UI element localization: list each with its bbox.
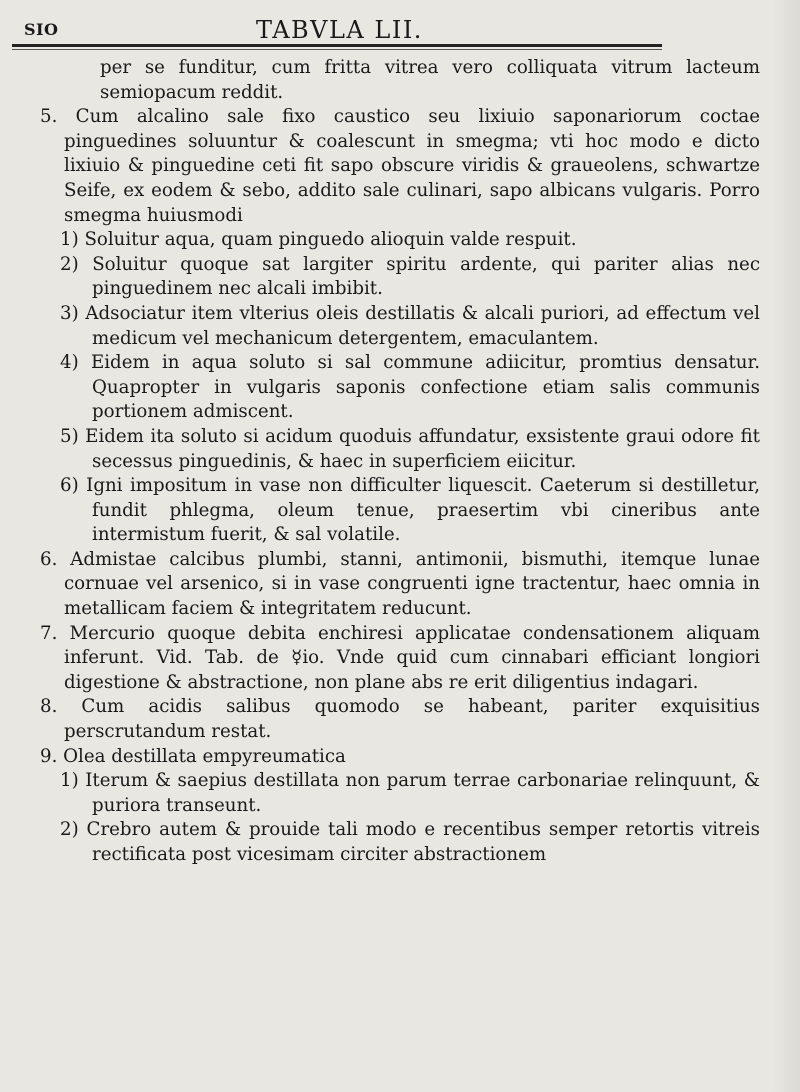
page-number: SIO (24, 20, 59, 39)
page-body (40, 56, 760, 868)
sub-item: 6) Igni impositum in vase non difficulter liquescit. Caeterum si destilletur, fundit phlegma, oleum tenue, praesertim vbi cineribus ante intermistum fuerit, & sal volatile. (60, 475, 760, 546)
numbered-item: 8. Cum acidis salibus quomodo se habeant, pariter exquisitius perscrutandum restat. (40, 696, 760, 743)
sub-item: 3) Adsociatur item vlterius oleis destillatis & alcali puriori, ad effectum vel medicum vel mechanicum detergentem, emaculantem. (60, 302, 760, 349)
header-rule-thin (12, 49, 662, 50)
numbered-item: 5. Cum alcalino sale fixo caustico seu lixiuio saponariorum coctae pinguedines soluuntur & coalescunt in smegma; vti hoc modo e dicto lixiuio & pinguedine ceti fit sapo obscure viridis & graueolens, schwartze Seife, ex eodem & sebo, addito sale culinari, sapo albicans vulgaris. Porro smegma huiusmodi (40, 106, 760, 226)
running-head: TABVLA LII. (256, 16, 423, 44)
page-header (18, 10, 782, 46)
sub-item: 1) Soluitur aqua, quam pinguedo alioquin valde respuit. (60, 229, 577, 251)
sub-item: 4) Eidem in aqua soluto si sal commune adiicitur, promtius densatur. Quapropter in vulgaris saponis confectione etiam salis communis portionem admiscent. (60, 352, 760, 423)
numbered-item: 7. Mercurio quoque debita enchiresi applicatae condensationem aliquam inferunt. Vid. Tab. de ☿io. Vnde quid cum cinnabari efficiant longiori digestione & abstractione, non plane abs re erit diligentius indagari. (40, 622, 760, 693)
sub-item: 2) Crebro autem & prouide tali modo e recentibus semper retortis vitreis rectificata post vicesimam circiter abstractionem (60, 819, 760, 865)
numbered-item: 6. Admistae calcibus plumbi, stanni, antimonii, bismuthi, itemque lunae cornuae vel arsenico, si in vase congruenti igne tractentur, haec omnia in metallicam faciem & integritatem reducunt. (40, 548, 760, 620)
sub-item: 1) Iterum & saepius destillata non parum terrae carbonariae relinquunt, & puriora transeunt. (60, 770, 760, 816)
sub-item: 2) Soluitur quoque sat largiter spiritu ardente, qui pariter alias nec pinguedinem nec alcali imbibit. (60, 253, 760, 300)
numbered-item: 9. Olea destillata empyreumatica (40, 745, 346, 767)
header-rule (12, 44, 662, 47)
continuation-paragraph: per se funditur, cum fritta vitrea vero colliquata vitrum lacteum semiopacum reddit. (100, 57, 760, 103)
sub-item: 5) Eidem ita soluto si acidum quoduis affundatur, exsistente graui odore fit secessus pinguedinis, & haec in superficiem eiicitur. (60, 425, 760, 472)
